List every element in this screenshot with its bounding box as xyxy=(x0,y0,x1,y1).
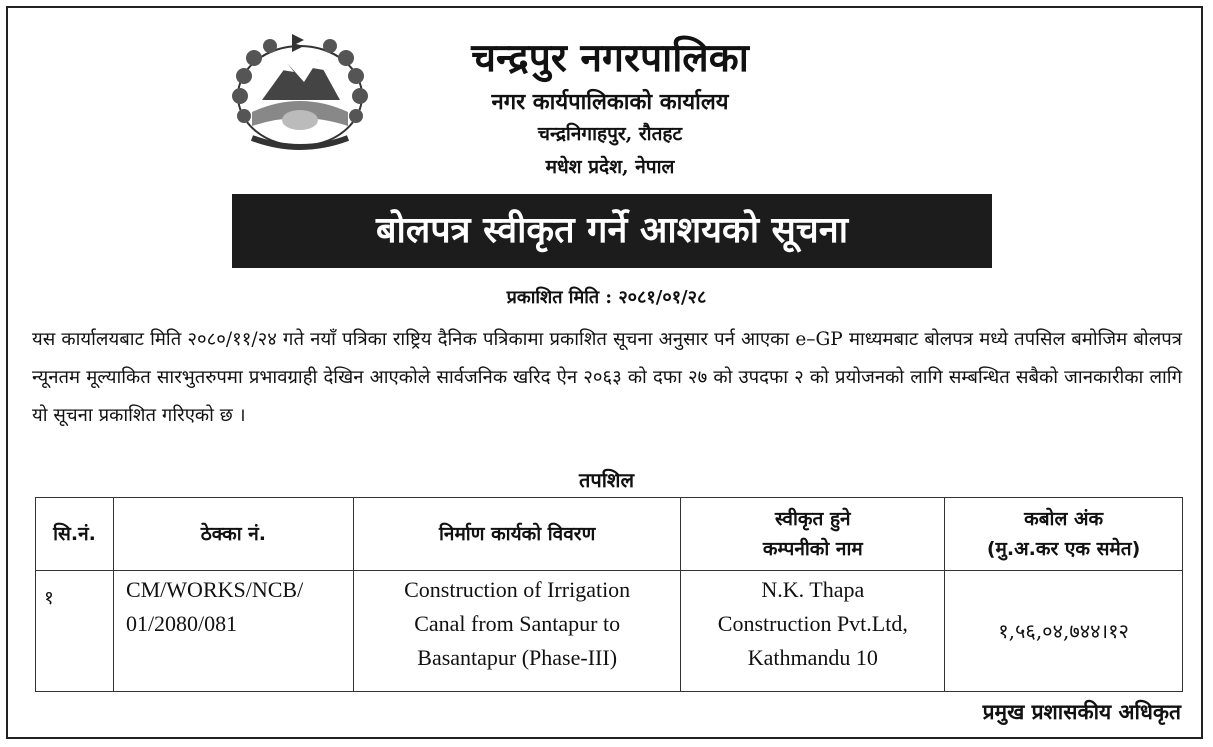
table-header-row xyxy=(36,498,1183,571)
cell-contract-no xyxy=(113,571,353,692)
company-line3: Kathmandu 10 xyxy=(747,645,878,670)
signatory: प्रमुख प्रशासकीय अधिकृत xyxy=(982,700,1181,724)
contract-no-line2: 01/2080/081 xyxy=(125,611,238,636)
cell-sn: १ xyxy=(36,571,114,692)
office-address: चन्द्रनिगाहपुर, रौतहट xyxy=(537,123,683,145)
company-line1: N.K. Thapa xyxy=(761,577,865,602)
published-date: प्रकाशित मिति : २०८१/०१/२८ xyxy=(506,287,707,308)
column-header-description: निर्माण कार्यको विवरण xyxy=(353,498,681,571)
organization-name: चन्द्रपुर नगरपालिका xyxy=(471,36,749,81)
contract-no-line1: CM/WORKS/NCB/ xyxy=(125,577,304,602)
cell-company xyxy=(681,571,945,692)
column-header-bid-amount xyxy=(945,498,1183,571)
column-header-contract-no: ठेक्का नं. xyxy=(113,498,353,571)
notice-body: यस कार्यालयबाट मिति २०८०/११/२४ गते नयाँ पत्रिका राष्ट्रिय दैनिक पत्रिकामा प्रकाशित सूचना अनुसार पर्न आएका e–GP माध्यमबाट बोलपत्र मध्ये तपसिल बमोजिम बोलपत्र न्यूनतम मूल्याकित सारभुतरुपमा प्रभावग्राही देखिन आएकोले सार्वजनिक खरिद ऐन २०६३ को दफा २७ को उपदफा २ को प्रयोजनको लागि सम्बन्धित सबैको जानकारीका लागि यो सूचना प्रकाशित गरिएको छ । xyxy=(32,329,1182,426)
description-line3: Basantapur (Phase-III) xyxy=(417,645,618,670)
description-line2: Canal from Santapur to xyxy=(414,611,621,636)
bid-header-line2: (मु.अ.कर एक समेत) xyxy=(986,538,1141,560)
province: मधेश प्रदेश, नेपाल xyxy=(545,156,675,178)
table-caption: तपशिल xyxy=(578,468,635,492)
notice-title: बोलपत्र स्वीकृत गर्ने आशयको सूचना xyxy=(232,194,992,268)
column-header-company xyxy=(681,498,945,571)
office-name: नगर कार्यपालिकाको कार्यालय xyxy=(491,89,729,115)
cell-bid-amount: १,५६,०४,७४४।१२ xyxy=(945,571,1183,692)
description-line1: Construction of Irrigation xyxy=(404,577,631,602)
column-header-sn: सि.नं. xyxy=(36,498,114,571)
nepal-government-emblem-icon xyxy=(222,30,378,156)
cell-description xyxy=(353,571,681,692)
company-header-line1: स्वीकृत हुने xyxy=(775,508,851,530)
table-row xyxy=(36,571,1183,692)
company-header-line2: कम्पनीको नाम xyxy=(762,538,863,560)
contract-table xyxy=(35,497,1183,692)
company-line2: Construction Pvt.Ltd, xyxy=(717,611,908,636)
bid-header-line1: कबोल अंक xyxy=(1024,508,1104,530)
